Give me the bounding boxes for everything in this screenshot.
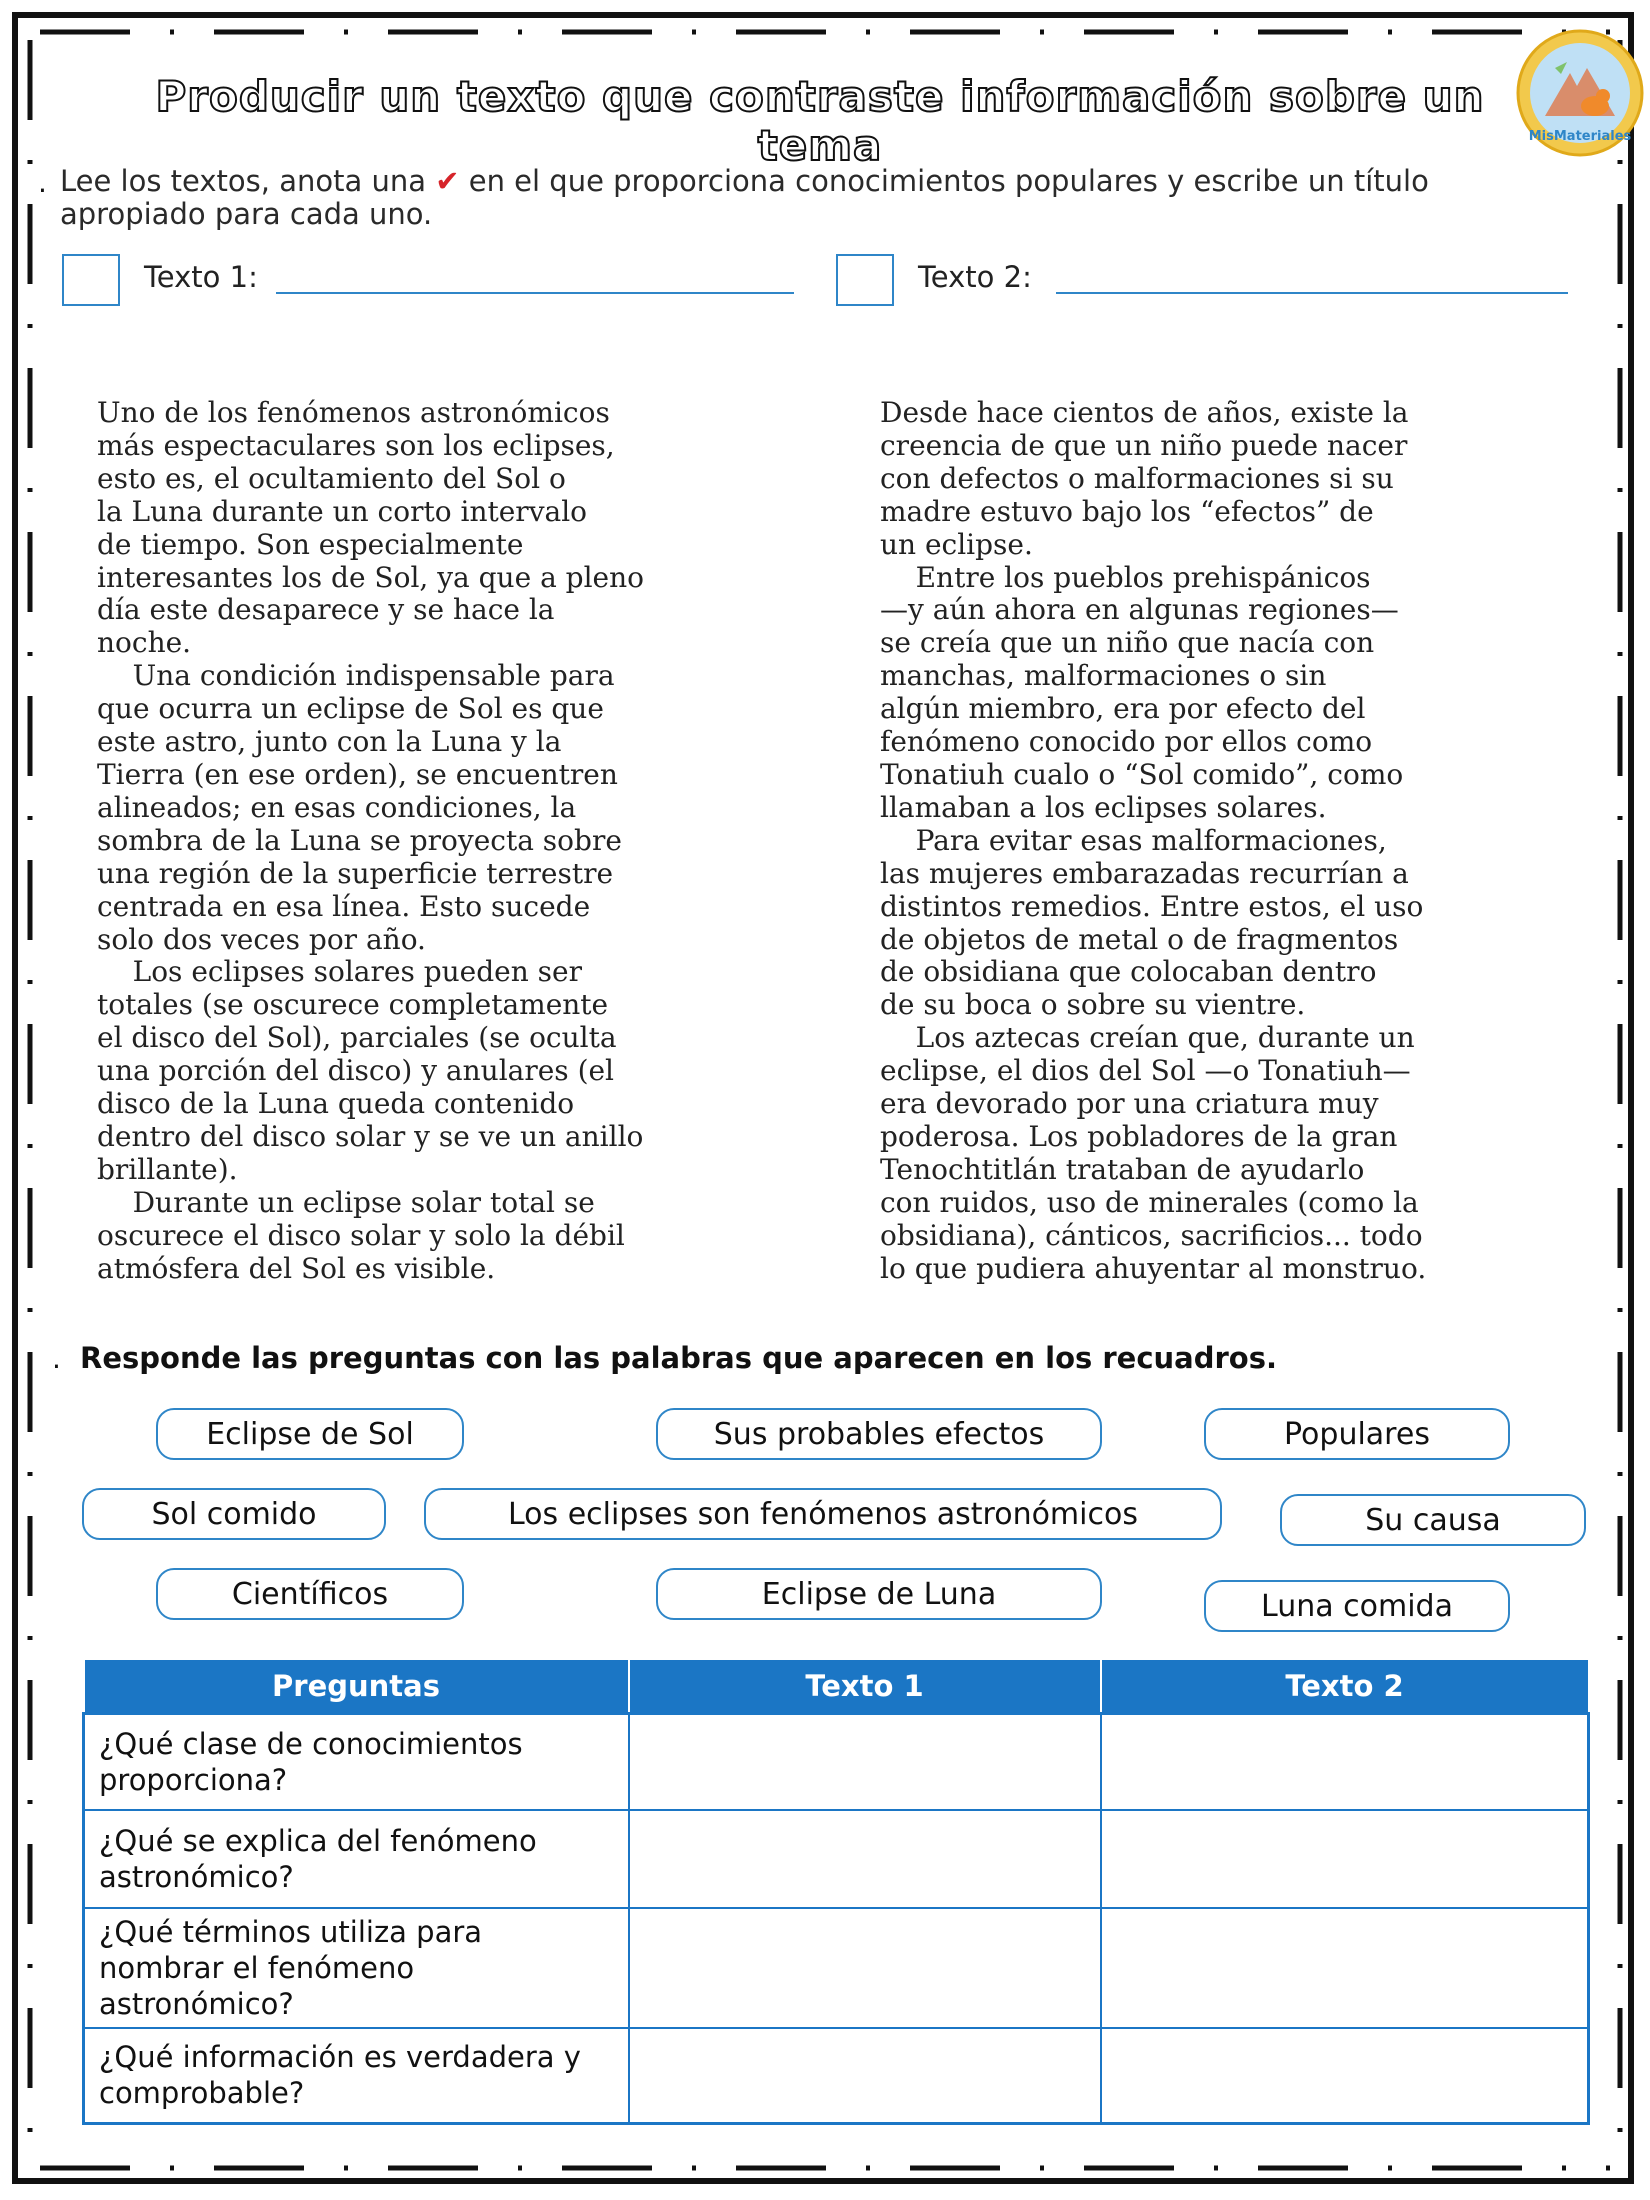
text-line: brillante). bbox=[97, 1152, 238, 1186]
text-line: Tonatiuh cualo o “Sol comido”, como bbox=[880, 757, 1404, 791]
answer-cell-texto-1[interactable] bbox=[629, 2028, 1101, 2124]
header-texto-1: Texto 1 bbox=[629, 1659, 1101, 1714]
text-line: manchas, malformaciones o sin bbox=[880, 659, 1327, 693]
answer-cell-texto-1[interactable] bbox=[629, 1810, 1101, 1908]
bullet-dot: . bbox=[38, 166, 47, 199]
header-preguntas: Preguntas bbox=[84, 1659, 629, 1714]
text-line: el disco del Sol), parciales (se oculta bbox=[97, 1021, 617, 1055]
text-line: oscurece el disco solar y solo la débil bbox=[97, 1218, 625, 1252]
text-line: —y aún ahora en algunas regiones— bbox=[880, 593, 1399, 627]
text-line: las mujeres embarazadas recurrían a bbox=[880, 856, 1409, 890]
text-line: Entre los pueblos prehispánicos bbox=[880, 560, 1371, 594]
word-box: Eclipse de Sol bbox=[156, 1408, 464, 1460]
answer-cell-texto-1[interactable] bbox=[629, 1908, 1101, 2028]
questions-table bbox=[82, 1658, 1590, 2125]
text-line: algún miembro, era por efecto del bbox=[880, 692, 1366, 726]
text-line: Para evitar esas malformaciones, bbox=[880, 823, 1387, 857]
word-box: Sus probables efectos bbox=[656, 1408, 1102, 1460]
text-line: lo que pudiera ahuyentar al monstruo. bbox=[880, 1251, 1427, 1285]
text1-body bbox=[97, 397, 644, 1285]
text1-label: Texto 1: bbox=[144, 260, 258, 294]
header-texto-2: Texto 2 bbox=[1101, 1659, 1589, 1714]
text-line: de su boca o sobre su vientre. bbox=[880, 988, 1306, 1022]
text-line: totales (se oscurece completamente bbox=[97, 988, 609, 1022]
answer-cell-texto-2[interactable] bbox=[1101, 1908, 1589, 2028]
text-line: eclipse, el dios del Sol —o Tonatiuh— bbox=[880, 1054, 1411, 1088]
text-line: llamaban a los eclipses solares. bbox=[880, 790, 1327, 824]
text-line: que ocurra un eclipse de Sol es que bbox=[97, 692, 604, 726]
word-box: Populares bbox=[1204, 1408, 1510, 1460]
svg-text:MisMateriales: MisMateriales bbox=[1528, 129, 1632, 144]
text-line: la Luna durante un corto intervalo bbox=[97, 494, 588, 528]
text-line: Los aztecas creían que, durante un bbox=[880, 1021, 1415, 1055]
text-line: se creía que un niño que nacía con bbox=[880, 626, 1375, 660]
text-line: alineados; en esas condiciones, la bbox=[97, 790, 577, 824]
text1-title-line[interactable] bbox=[276, 292, 794, 294]
answer-cell-texto-2[interactable] bbox=[1101, 1810, 1589, 1908]
word-box: Su causa bbox=[1280, 1494, 1586, 1546]
question-cell: ¿Qué se explica del fenómeno astronómico? bbox=[84, 1810, 629, 1908]
question-cell: ¿Qué información es verdadera y comprobable? bbox=[84, 2028, 629, 2124]
instructions-1-pre: Lee los textos, anota una bbox=[60, 164, 426, 198]
text-line: era devorado por una criatura muy bbox=[880, 1087, 1379, 1121]
answer-cell-texto-1[interactable] bbox=[629, 1714, 1101, 1810]
text-line: obsidiana), cánticos, sacrificios... todo bbox=[880, 1218, 1423, 1252]
question-cell: ¿Qué términos utiliza para nombrar el fenómeno astronómico? bbox=[84, 1908, 629, 2028]
text2-title-line[interactable] bbox=[1056, 292, 1568, 294]
text-line: día este desaparece y se hace la bbox=[97, 593, 555, 627]
instructions-2: Responde las preguntas con las palabras que aparecen en los recuadros. bbox=[80, 1341, 1278, 1375]
text-line: más espectaculares son los eclipses, bbox=[97, 428, 615, 462]
bullet-dot: . bbox=[52, 1342, 61, 1375]
text-line: Una condición indispensable para bbox=[97, 659, 615, 693]
text-line: una región de la superficie terrestre bbox=[97, 856, 614, 890]
answer-cell-texto-2[interactable] bbox=[1101, 1714, 1589, 1810]
word-box: Luna comida bbox=[1204, 1580, 1510, 1632]
question-cell: ¿Qué clase de conocimientos proporciona? bbox=[84, 1714, 629, 1810]
text-line: este astro, junto con la Luna y la bbox=[97, 725, 562, 759]
text-line: una porción del disco) y anulares (el bbox=[97, 1054, 615, 1088]
instructions-1 bbox=[60, 165, 1580, 231]
text-line: Tierra (en ese orden), se encuentren bbox=[97, 757, 618, 791]
instructions-1-post: en el que proporciona conocimientos populares y escribe un título apropiado para cada uno. bbox=[60, 164, 1429, 231]
text-line: Tenochtitlán trataban de ayudarlo bbox=[880, 1152, 1365, 1186]
text-line: madre estuvo bajo los “efectos” de bbox=[880, 494, 1374, 528]
logo-icon bbox=[1515, 28, 1645, 158]
text-line: de tiempo. Son especialmente bbox=[97, 527, 524, 561]
word-box: Eclipse de Luna bbox=[656, 1568, 1102, 1620]
text-line: un eclipse. bbox=[880, 527, 1033, 561]
text-line: Los eclipses solares pueden ser bbox=[97, 955, 582, 989]
text-line: disco de la Luna queda contenido bbox=[97, 1087, 575, 1121]
text-line: interesantes los de Sol, ya que a pleno bbox=[97, 560, 644, 594]
page-title: Producir un texto que contraste información sobre un tema bbox=[155, 72, 1485, 170]
text1-checkbox[interactable] bbox=[62, 254, 120, 306]
text-line: dentro del disco solar y se ve un anillo bbox=[97, 1119, 644, 1153]
word-box: Los eclipses son fenómenos astronómicos bbox=[424, 1488, 1222, 1540]
text-line: noche. bbox=[97, 626, 192, 660]
text-line: distintos remedios. Entre estos, el uso bbox=[880, 889, 1424, 923]
text-line: poderosa. Los pobladores de la gran bbox=[880, 1119, 1398, 1153]
checkmark-icon: ✔ bbox=[435, 164, 460, 198]
text-line: atmósfera del Sol es visible. bbox=[97, 1251, 496, 1285]
text-line: de obsidiana que colocaban dentro bbox=[880, 955, 1377, 989]
text-line: centrada en esa línea. Esto sucede bbox=[97, 889, 591, 923]
text-line: Desde hace cientos de años, existe la bbox=[880, 396, 1409, 429]
text-line: fenómeno conocido por ellos como bbox=[880, 725, 1373, 759]
text-line: solo dos veces por año. bbox=[97, 922, 426, 956]
text2-label: Texto 2: bbox=[918, 260, 1032, 294]
text-line: Durante un eclipse solar total se bbox=[97, 1185, 595, 1219]
text-line: de objetos de metal o de fragmentos bbox=[880, 922, 1399, 956]
text2-body bbox=[880, 397, 1426, 1285]
text-line: con defectos o malformaciones si su bbox=[880, 461, 1394, 495]
text-line: esto es, el ocultamiento del Sol o bbox=[97, 461, 566, 495]
text-line: Uno de los fenómenos astronómicos bbox=[97, 396, 610, 429]
text-line: con ruidos, uso de minerales (como la bbox=[880, 1185, 1419, 1219]
text-line: creencia de que un niño puede nacer bbox=[880, 428, 1408, 462]
text2-checkbox[interactable] bbox=[836, 254, 894, 306]
answer-cell-texto-2[interactable] bbox=[1101, 2028, 1589, 2124]
text-line: sombra de la Luna se proyecta sobre bbox=[97, 823, 622, 857]
word-box: Científicos bbox=[156, 1568, 464, 1620]
word-box: Sol comido bbox=[82, 1488, 386, 1540]
